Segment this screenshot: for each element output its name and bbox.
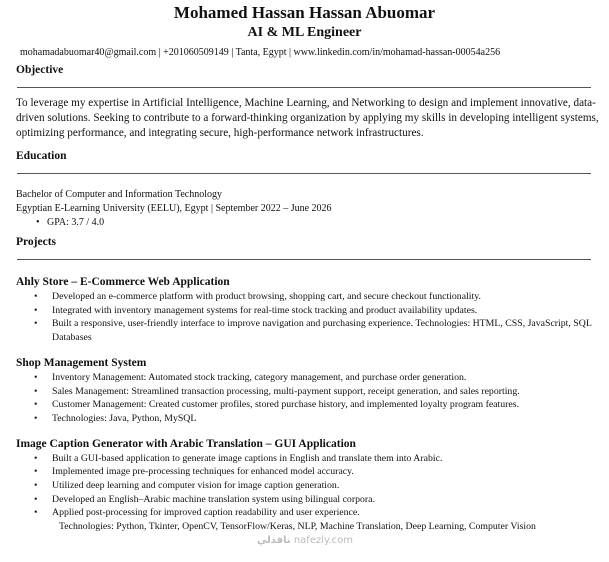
education-entry	[16, 188, 609, 230]
list-item: • Implemented image pre-processing techniques for enhanced model accuracy.	[34, 466, 354, 478]
job-title: AI & ML Engineer	[247, 25, 362, 40]
project-title: Ahly Store – E-Commerce Web Application	[16, 276, 230, 288]
watermark-arabic: نافذلي	[256, 535, 291, 547]
objective-text: To leverage my expertise in Artificial Intelligence, Machine Learning, and Networking to design and implement innovative, data-driven solutions. Seeking to contribute to a forward-thinking organization by applying my skills in developing intelligent systems, optimizing performance, and integrating secure, high-performance network infrastructures.	[16, 97, 599, 139]
technologies: Technologies: Python, Tkinter, OpenCV, TensorFlow/Keras, NLP, Machine Translation, Deep Learning, Computer Vision	[59, 521, 536, 533]
list-item: • Developed an e-commerce platform with product browsing, shopping cart, and secure checkout functionality.	[34, 291, 481, 302]
divider	[17, 87, 591, 88]
objective-heading: Objective	[16, 64, 64, 76]
list-item: • Developed an English–Arabic machine translation system using bilingual corpora.	[34, 493, 375, 505]
bullet: •	[36, 217, 40, 228]
watermark-latin: nafezly.com	[293, 535, 354, 547]
contact-info: mohamadabuomar40@gmail.com | +201060509149 | Tanta, Egypt | www.linkedin.com/in/mohamad-hassan-00054a256	[20, 47, 501, 58]
education-heading: Education	[16, 150, 67, 162]
resume-name: Mohamed Hassan Hassan Abuomar	[173, 3, 436, 22]
gpa	[16, 216, 609, 230]
project-ahly-store	[16, 274, 609, 345]
divider	[17, 173, 591, 174]
list-item: • Integrated with inventory management systems for real-time stock tracking and product availability updates.	[34, 304, 478, 316]
list-item: • Built a GUI-based application to generate image captions in English and translate them into Arabic.	[34, 452, 443, 464]
list-item: • Utilized deep learning and computer vision for image caption generation.	[34, 480, 340, 492]
projects-heading: Projects	[16, 236, 57, 248]
gpa-value: GPA: 3.7 / 4.0	[47, 217, 105, 228]
list-item: • Technologies: Java, Python, MySQL	[34, 412, 197, 424]
degree: Bachelor of Computer and Information Technology	[16, 189, 223, 200]
list-item: • Built a responsive, user-friendly interface to improve navigation and purchasing experience. Technologies: HTML, CSS, JavaScript, SQL Databases	[34, 318, 592, 344]
school: Egyptian E-Learning University (EELU), Egypt | September 2022 – June 2026	[16, 203, 332, 214]
project-title: Image Caption Generator with Arabic Translation – GUI Application	[16, 437, 356, 450]
list-item: • Inventory Management: Automated stock tracking, category management, and purchase order generation.	[34, 371, 467, 383]
project-image-caption	[16, 436, 609, 534]
project-title: Shop Management System	[16, 356, 147, 369]
list-item: • Customer Management: Created customer profiles, stored purchase history, and implemented loyalty program features.	[34, 399, 520, 411]
list-item: • Applied post-processing for improved caption readability and user experience.	[34, 507, 360, 519]
project-shop-management	[16, 355, 609, 426]
watermark	[255, 535, 355, 547]
list-item: • Sales Management: Streamlined transaction processing, multi-payment support, receipt generation, and sales reporting.	[34, 385, 520, 397]
divider	[17, 259, 591, 260]
